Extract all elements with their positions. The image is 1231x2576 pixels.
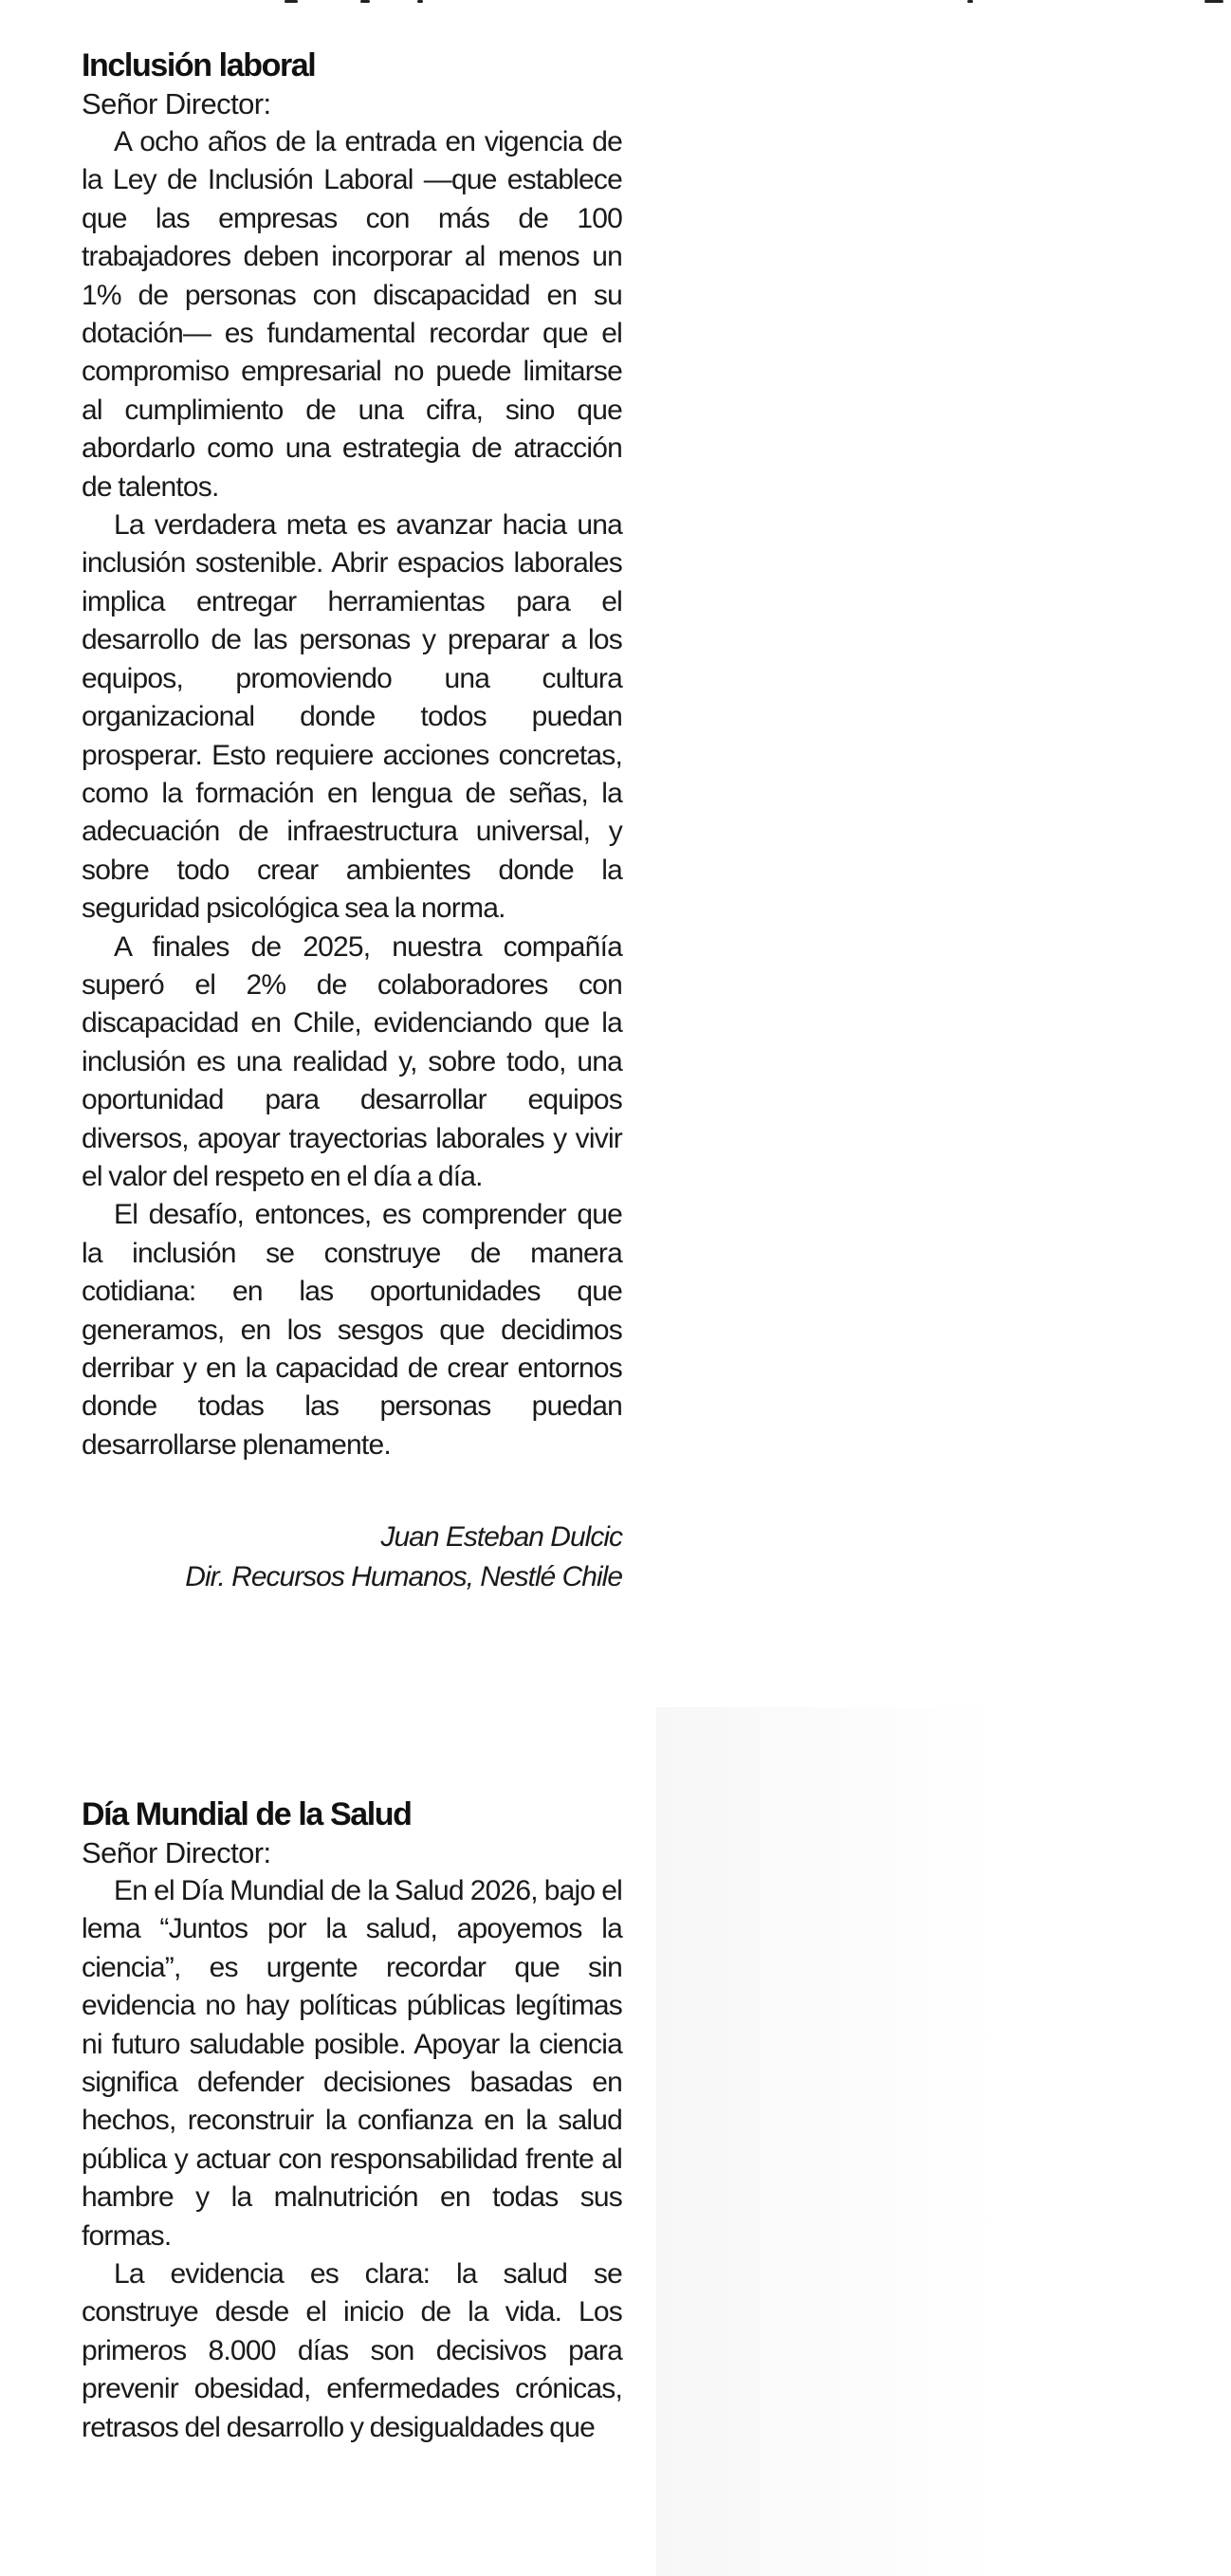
letter-signature (82, 1518, 622, 1597)
signature-role: Dir. Recursos Humanos, Nestlé Chile (185, 1561, 622, 1593)
letter-paragraph: La evidencia es clara: la salud se construye desde el inicio de la vida. Los primeros 8.000 días son decisivos para prevenir obesidad, enfermedades crónicas, retrasos del desarrollo y desigualdades que (82, 2258, 622, 2443)
letter-dia-mundial-salud (82, 1794, 622, 2447)
cut-glyph (360, 0, 370, 3)
cut-glyph (1204, 0, 1223, 3)
letter-title: Día Mundial de la Salud (82, 1796, 412, 1832)
letter-salutation: Señor Director: (82, 87, 271, 120)
letter-paragraph: El desafío, entonces, es comprender que la inclusión se construye de manera cotidiana: en las oportunidades que generamos, en los sesgos que decidimos derribar y en la capacidad de crear entornos donde todas las personas puedan desarrollarse plenamente. (82, 1199, 622, 1461)
letter-paragraph: A ocho años de la entrada en vigencia de la Ley de Inclusión Laboral —que establece que las empresas con más de 100 trabajadores deben incorporar al menos un 1% de personas con discapacidad en su dotación— es fundamental recordar que el compromiso empresarial no puede limitarse al cumplimiento de una cifra, sino que abordarlo como una estrategia de atracción de talentos. (82, 126, 622, 503)
cut-glyph (967, 0, 973, 3)
letter-paragraph: En el Día Mundial de la Salud 2026, bajo el lema “Juntos por la salud, apoyemos la ciencia”, es urgente recordar que sin evidencia no hay políticas públicas legítimas ni futuro saludable posible. Apoyar la ciencia significa defender decisiones basadas en hechos, reconstruir la confianza en la salud pública y actuar con responsabilidad frente al hambre y la malnutrición en todas sus formas. (82, 1875, 622, 2252)
signature-name: Juan Esteban Dulcic (380, 1521, 622, 1554)
letter-paragraph: La verdadera meta es avanzar hacia una inclusión sostenible. Abrir espacios laborales implica entregar herramientas para el desarrollo de las personas y preparar a los equipos, promoviendo una cultura organizacional donde todos puedan prosperar. Esto requiere acciones concretas, como la formación en lengua de señas, la adecuación de infraestructura universal, y sobre todo crear ambientes donde la seguridad psicológica sea la norma. (82, 509, 622, 925)
previous-column-edge (0, 0, 1231, 9)
letter-title: Inclusión laboral (82, 47, 316, 83)
cut-glyph (285, 0, 298, 3)
letter-salutation: Señor Director: (82, 1836, 271, 1869)
letter-inclusion-laboral (82, 46, 622, 1597)
letter-paragraph: A finales de 2025, nuestra compañía superó el 2% de colaboradores con discapacidad en Chile, evidenciando que la inclusión es una realidad y, sobre todo, una oportunidad para desarrollar equipos diversos, apoyar trayectorias laborales y vivir el valor del respeto en el día a día. (82, 930, 622, 1192)
page-shadow (656, 1707, 1231, 2576)
cut-glyph (417, 0, 423, 3)
